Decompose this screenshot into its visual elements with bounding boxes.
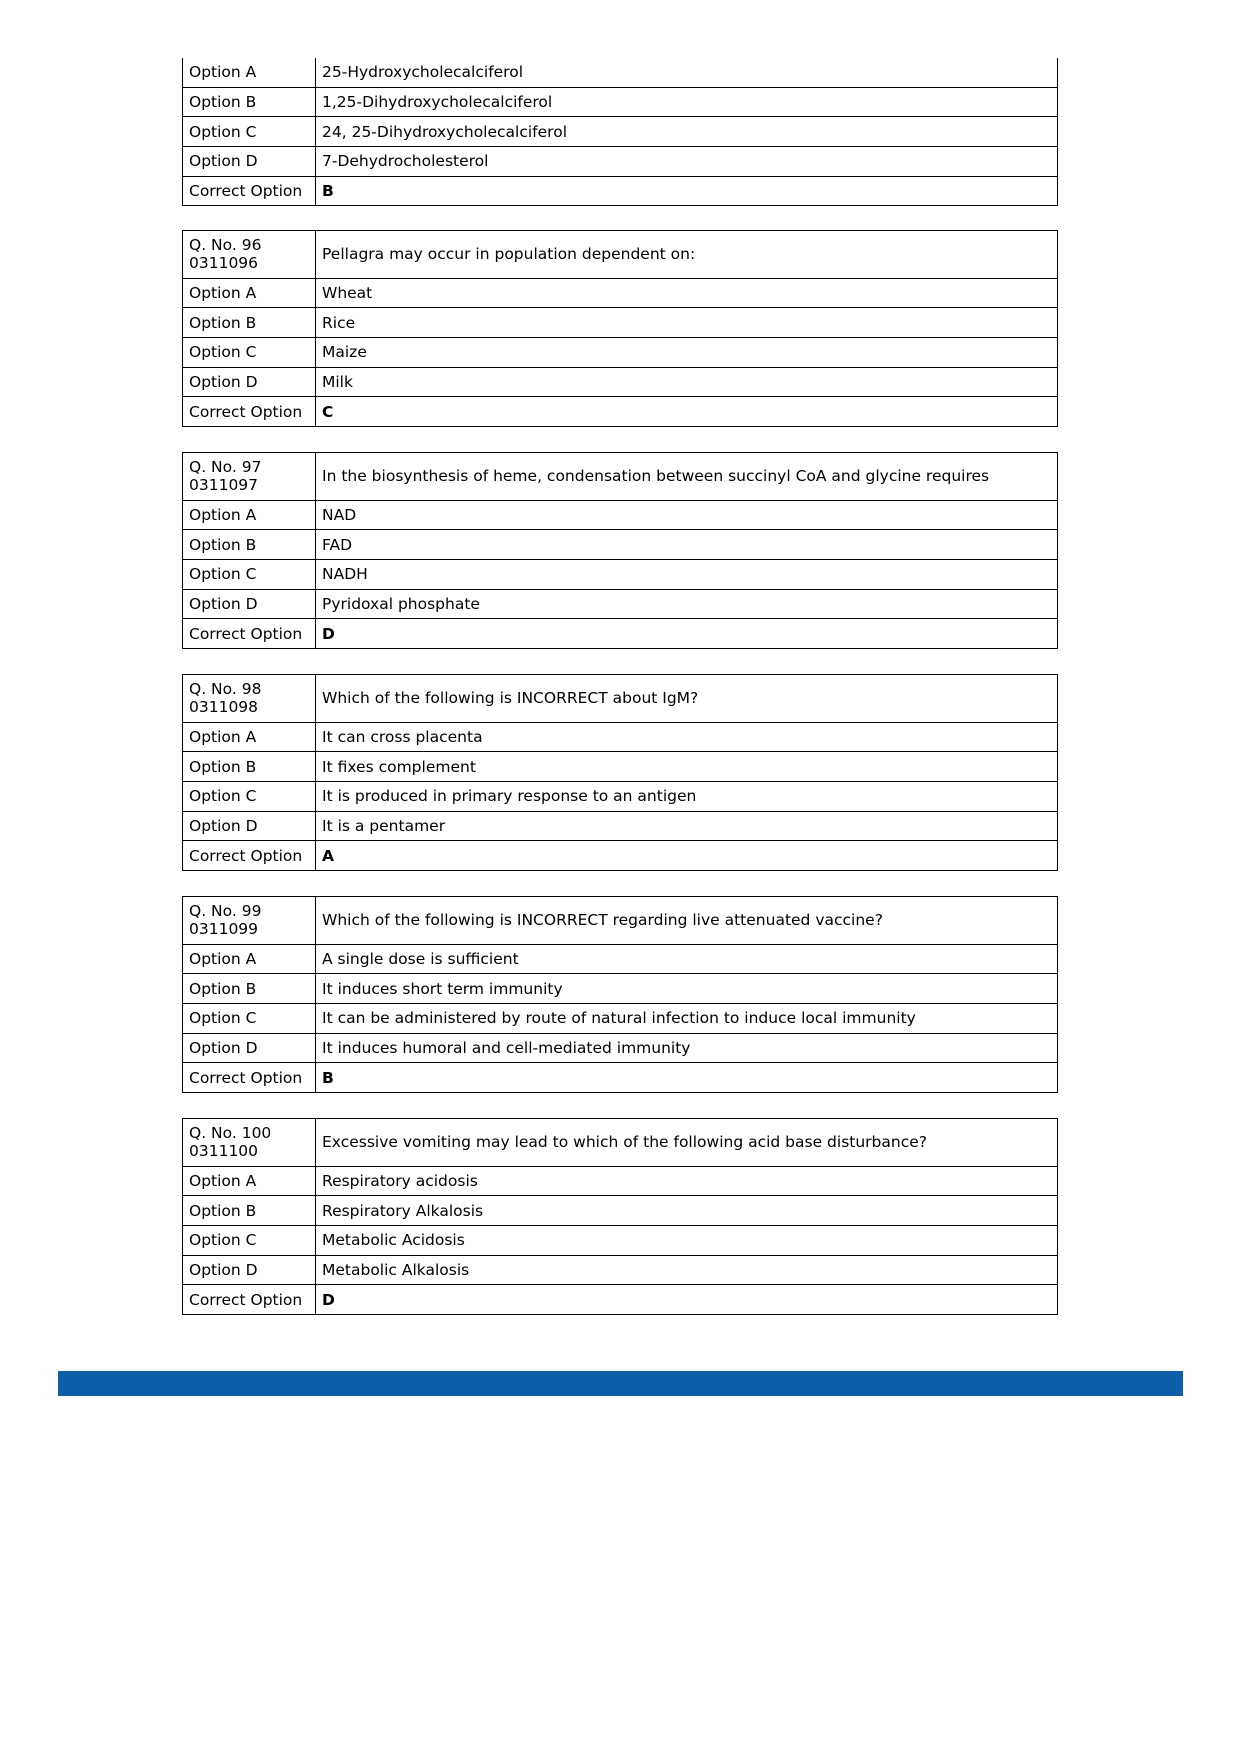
correct-option-row bbox=[183, 619, 1058, 649]
option-row-d bbox=[183, 1033, 1058, 1063]
question-table-97 bbox=[182, 452, 1058, 649]
option-label: Option C bbox=[183, 781, 316, 811]
option-row-c bbox=[183, 781, 1058, 811]
option-label: Option A bbox=[183, 500, 316, 530]
correct-option-label: Correct Option bbox=[183, 1285, 316, 1315]
question-table-99 bbox=[182, 896, 1058, 1093]
question-number-text: Q. No. 98 bbox=[189, 680, 262, 699]
question-number bbox=[183, 675, 316, 723]
option-text: It is a pentamer bbox=[316, 811, 1058, 841]
question-text: Which of the following is INCORRECT regarding live attenuated vaccine? bbox=[316, 897, 1058, 945]
option-text: It is produced in primary response to an antigen bbox=[316, 781, 1058, 811]
option-text: 7-Dehydrocholesterol bbox=[316, 147, 1058, 177]
question-text: Pellagra may occur in population dependent on: bbox=[316, 231, 1058, 279]
question-number bbox=[183, 1119, 316, 1167]
question-number-text: Q. No. 97 bbox=[189, 458, 262, 477]
option-label: Option A bbox=[183, 944, 316, 974]
option-text: FAD bbox=[316, 530, 1058, 560]
question-row bbox=[183, 1119, 1058, 1167]
question-code: 0311096 bbox=[189, 254, 259, 273]
option-row-a bbox=[183, 722, 1058, 752]
question-code: 0311097 bbox=[189, 476, 259, 495]
option-label: Option A bbox=[183, 722, 316, 752]
option-text: Rice bbox=[316, 308, 1058, 338]
option-text: Respiratory acidosis bbox=[316, 1166, 1058, 1196]
correct-option-row bbox=[183, 1063, 1058, 1093]
option-label: Option B bbox=[183, 974, 316, 1004]
question-row bbox=[183, 897, 1058, 945]
option-row-a bbox=[183, 278, 1058, 308]
option-text: Metabolic Alkalosis bbox=[316, 1255, 1058, 1285]
question-table-100 bbox=[182, 1118, 1058, 1315]
option-label: Option C bbox=[183, 1003, 316, 1033]
option-row-b bbox=[183, 974, 1058, 1004]
option-text: 25-Hydroxycholecalciferol bbox=[316, 58, 1058, 87]
option-row-b bbox=[183, 308, 1058, 338]
question-number bbox=[183, 897, 316, 945]
correct-option-label: Correct Option bbox=[183, 397, 316, 427]
question-number-text: Q. No. 100 bbox=[189, 1124, 272, 1143]
question-code: 0311098 bbox=[189, 698, 259, 717]
option-text: It fixes complement bbox=[316, 752, 1058, 782]
option-text: It can cross placenta bbox=[316, 722, 1058, 752]
question-row bbox=[183, 453, 1058, 501]
option-label: Option A bbox=[183, 58, 316, 87]
option-label: Option B bbox=[183, 1196, 316, 1226]
question-text: In the biosynthesis of heme, condensation between succinyl CoA and glycine requires bbox=[316, 453, 1058, 501]
option-text: Maize bbox=[316, 337, 1058, 367]
option-text: It induces short term immunity bbox=[316, 974, 1058, 1004]
option-label: Option B bbox=[183, 530, 316, 560]
correct-option-value: D bbox=[316, 619, 1058, 649]
correct-option-row bbox=[183, 397, 1058, 427]
option-row-d bbox=[183, 811, 1058, 841]
option-row-b bbox=[183, 530, 1058, 560]
option-text: NAD bbox=[316, 500, 1058, 530]
correct-option-row bbox=[183, 1285, 1058, 1315]
option-text: It can be administered by route of natural infection to induce local immunity bbox=[316, 1003, 1058, 1033]
option-label: Option C bbox=[183, 117, 316, 147]
option-row-b bbox=[183, 1196, 1058, 1226]
option-row-a bbox=[183, 944, 1058, 974]
correct-option-value: B bbox=[316, 176, 1058, 206]
question-number-text: Q. No. 99 bbox=[189, 902, 262, 921]
option-text: It induces humoral and cell-mediated immunity bbox=[316, 1033, 1058, 1063]
correct-option-row bbox=[183, 176, 1058, 206]
question-table-98 bbox=[182, 674, 1058, 871]
option-text: Milk bbox=[316, 367, 1058, 397]
question-text: Which of the following is INCORRECT about IgM? bbox=[316, 675, 1058, 723]
correct-option-value: A bbox=[316, 841, 1058, 871]
question-number bbox=[183, 453, 316, 501]
correct-option-row bbox=[183, 841, 1058, 871]
question-number-text: Q. No. 96 bbox=[189, 236, 262, 255]
option-row-c bbox=[183, 337, 1058, 367]
option-label: Option C bbox=[183, 1225, 316, 1255]
question-number bbox=[183, 231, 316, 279]
option-text: Wheat bbox=[316, 278, 1058, 308]
question-row bbox=[183, 231, 1058, 279]
correct-option-label: Correct Option bbox=[183, 619, 316, 649]
option-row-a bbox=[183, 58, 1058, 87]
option-label: Option D bbox=[183, 811, 316, 841]
option-text: A single dose is sufficient bbox=[316, 944, 1058, 974]
option-label: Option B bbox=[183, 87, 316, 117]
option-row-c bbox=[183, 1003, 1058, 1033]
option-label: Option A bbox=[183, 278, 316, 308]
question-code: 0311099 bbox=[189, 920, 259, 939]
option-row-b bbox=[183, 87, 1058, 117]
option-label: Option D bbox=[183, 367, 316, 397]
option-row-d bbox=[183, 147, 1058, 177]
option-row-c bbox=[183, 1225, 1058, 1255]
option-label: Option D bbox=[183, 1033, 316, 1063]
option-label: Option D bbox=[183, 589, 316, 619]
option-text: NADH bbox=[316, 559, 1058, 589]
footer-bar bbox=[58, 1371, 1183, 1396]
correct-option-value: D bbox=[316, 1285, 1058, 1315]
option-row-b bbox=[183, 752, 1058, 782]
option-label: Option B bbox=[183, 752, 316, 782]
option-label: Option C bbox=[183, 337, 316, 367]
option-row-d bbox=[183, 589, 1058, 619]
option-label: Option A bbox=[183, 1166, 316, 1196]
option-row-c bbox=[183, 117, 1058, 147]
option-label: Option B bbox=[183, 308, 316, 338]
question-code: 0311100 bbox=[189, 1142, 259, 1161]
option-row-a bbox=[183, 500, 1058, 530]
option-text: Respiratory Alkalosis bbox=[316, 1196, 1058, 1226]
correct-option-label: Correct Option bbox=[183, 841, 316, 871]
option-text: Pyridoxal phosphate bbox=[316, 589, 1058, 619]
option-label: Option D bbox=[183, 147, 316, 177]
question-table-96 bbox=[182, 230, 1058, 427]
correct-option-value: C bbox=[316, 397, 1058, 427]
question-row bbox=[183, 675, 1058, 723]
correct-option-label: Correct Option bbox=[183, 1063, 316, 1093]
option-row-c bbox=[183, 559, 1058, 589]
option-row-d bbox=[183, 1255, 1058, 1285]
question-text: Excessive vomiting may lead to which of the following acid base disturbance? bbox=[316, 1119, 1058, 1167]
option-label: Option D bbox=[183, 1255, 316, 1285]
option-row-a bbox=[183, 1166, 1058, 1196]
option-text: 1,25-Dihydroxycholecalciferol bbox=[316, 87, 1058, 117]
correct-option-value: B bbox=[316, 1063, 1058, 1093]
option-label: Option C bbox=[183, 559, 316, 589]
correct-option-label: Correct Option bbox=[183, 176, 316, 206]
option-text: Metabolic Acidosis bbox=[316, 1225, 1058, 1255]
option-text: 24, 25-Dihydroxycholecalciferol bbox=[316, 117, 1058, 147]
question-table-continued bbox=[182, 58, 1058, 206]
option-row-d bbox=[183, 367, 1058, 397]
